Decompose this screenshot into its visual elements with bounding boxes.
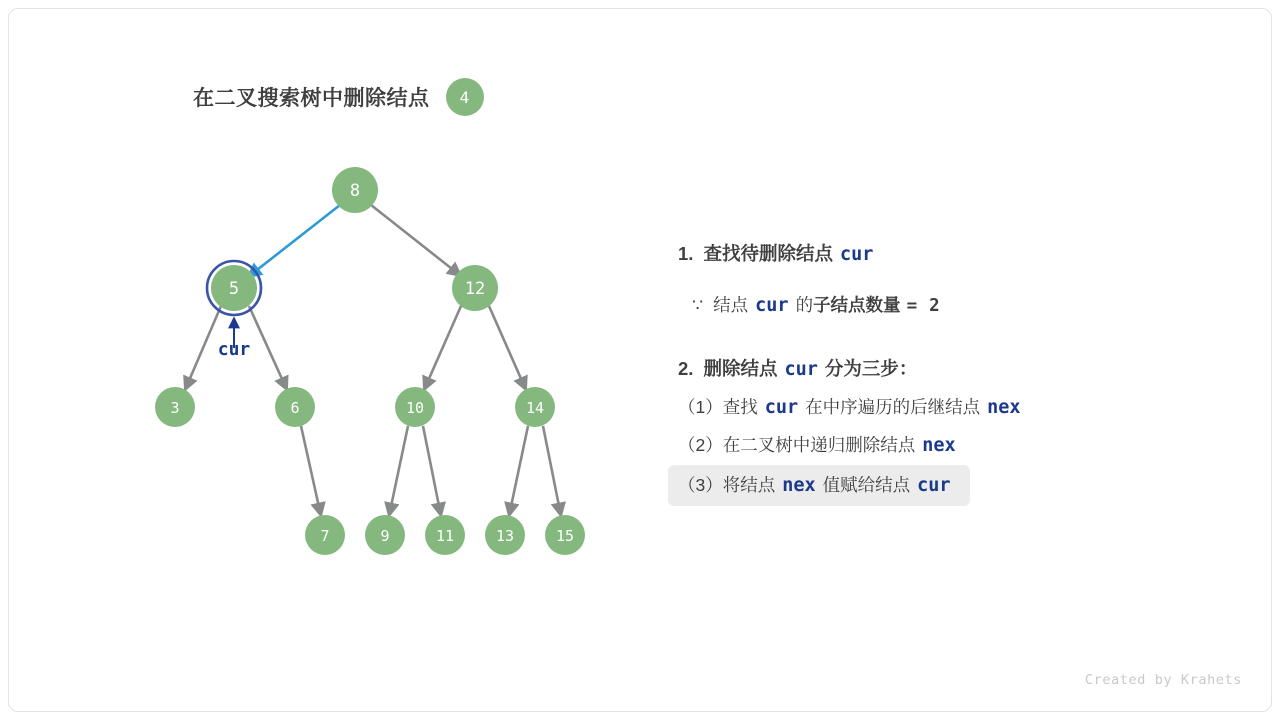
tree-node-5[interactable] [211,265,257,311]
step-1-line [678,240,1218,266]
tree-node-9[interactable] [365,515,405,555]
node-label: 8 [349,181,361,201]
node-label: 11 [435,527,455,545]
step-2-line [678,355,1218,381]
tree-node-11[interactable] [425,515,465,555]
tree-node-15[interactable] [545,515,585,555]
node-label: 6 [290,399,300,417]
reason-value: 2 [929,296,940,316]
substep-1-code-cur: cur [764,397,799,418]
substep-3-code-cur: cur [917,475,951,496]
node-label: 7 [320,527,330,545]
step-1-text: 查找待删除结点 [703,243,833,264]
tree-node-6[interactable] [275,387,315,427]
node-label: 14 [525,399,545,417]
step-1-code-cur: cur [839,244,874,265]
edge-5-3 [185,306,221,390]
tree-node-10[interactable] [395,387,435,427]
explanation-panel [678,240,1218,506]
substep-2-label: （2） [678,435,723,455]
node-label: 10 [405,399,425,417]
node-label: 3 [170,399,180,417]
reason-equals: = [906,296,918,316]
substep-3 [668,465,970,506]
step-2-text-after: 分为三步： [824,358,918,379]
step-2-code-cur: cur [784,359,818,380]
edge-12-14 [489,306,526,390]
substep-3-text-mid: 值赋给结点 [822,475,911,495]
substep-1-label: （1） [678,397,723,417]
reason-text-mid: 的 [795,295,814,315]
substep-1-text-before: 查找 [722,397,758,417]
substep-2-code-nex: nex [922,435,956,456]
node-label: 15 [555,527,575,545]
edge-8-12 [371,205,461,276]
edge-5-6 [249,306,287,390]
reason-code-cur: cur [755,295,789,316]
node-label: 12 [464,279,486,299]
page-title: 在二叉搜索树中删除结点 [193,87,430,110]
edge-6-7 [301,426,321,516]
substep-2-text-before: 在二叉树中递归删除结点 [722,435,916,455]
edge-10-9 [389,426,408,516]
substep-3-label: （3） [678,475,723,495]
edge-10-11 [423,426,441,516]
step-badge: 4 [446,78,484,116]
substep-3-text-before: 将结点 [722,475,776,495]
substep-2 [678,432,1218,457]
reason-bold-text: 子结点数量 [813,295,901,315]
tree-node-8[interactable] [332,167,378,213]
tree-node-12[interactable] [452,265,498,311]
tree-node-14[interactable] [515,387,555,427]
substep-3-code-nex: nex [782,475,816,496]
tree-node-7[interactable] [305,515,345,555]
because-symbol: ∵ [692,295,704,315]
reason-line [692,292,1218,317]
node-label: 9 [380,527,390,545]
reason-text-before: 结点 [713,295,749,315]
step-1-index: 1. [678,243,694,264]
edge-8-5 [248,205,340,277]
edge-14-15 [543,426,561,516]
step-2-index: 2. [678,358,694,379]
node-label: 13 [495,527,515,545]
substep-1-text-mid: 在中序遍历的后继结点 [805,397,981,417]
credit-text: Created by Krahets [1084,672,1242,688]
edge-14-13 [509,426,528,516]
cur-pointer-label: cur [217,339,251,360]
tree-node-3[interactable] [155,387,195,427]
node-label: 5 [228,279,240,299]
step-2-text-before: 删除结点 [703,358,778,379]
tree-node-13[interactable] [485,515,525,555]
substep-1-code-nex: nex [987,397,1021,418]
edge-12-10 [424,306,461,390]
substep-1 [678,394,1218,419]
